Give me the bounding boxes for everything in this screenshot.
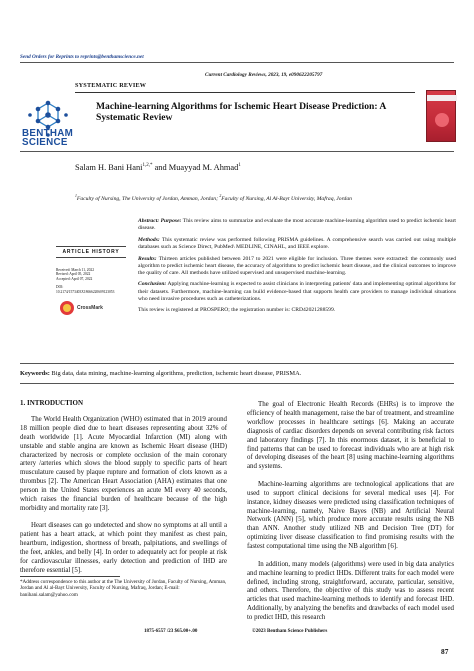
paragraph: Heart diseases can go undetected and show no symptoms at all until a patient has a heart attack, at which point they manifest as chest pain, heartburn, indigestion, shortness of breath, palpitations, and swellings of the feet, ankles, and belly [4]. In order to adequately act for people at risk for cardiovascular illnesses, early detection and prediction of IHD are therefore essential [5]. bbox=[20, 522, 227, 574]
keywords bbox=[20, 370, 454, 377]
abstract bbox=[138, 218, 456, 319]
journal-citation: Current Cardiology Reviews, 2023, 19, e090622205797 bbox=[205, 72, 323, 78]
article-history bbox=[56, 246, 126, 294]
revised-date: Revised: April 05, 2022 bbox=[56, 272, 91, 277]
paragraph: The goal of Electronic Health Records (EHRs) is to improve the efficiency of health management, raise the bar of treatment, and streamline workflow processes in healthcare settings [6]. Making an accurate diagnosis of cardiac disorders depends on several contributing risk factors and laboratory findings [7]. In this enormous dataset, it is beneficial to find patterns that can be used to forecast individuals who are at high risk of developing diseases of the heart [8] using machine-learning algorithms and systems. bbox=[247, 401, 454, 471]
affiliations: $^1$Faculty of Nursing, The University of Jordan, Amman, Jordan; $^2$Faculty of Nursing, Al Al-Bayt University, Mafraq, Jordan bbox=[75, 194, 352, 202]
paragraph: Machine-learning algorithms are technological applications that are used to support clinical decisions for several medical uses [4]. For instance, kidney diseases were predicted using classification techniques of machine-learning, namely, Naive Bayes (NB) and Artificial Neural Network (ANN) [5], which produce more accurate results using the NB than ANN. Another study utilized NB and Decision Tree (DT) for optimizing liver disease classification to find promising results with the fastest computational time using the NB algorithm [6]. bbox=[247, 480, 454, 551]
correspondence-footnote: *Address correspondence to this author at the The University of Jordan, Faculty of Nursing, Amman, Jordan and Al al-Bayt University, Faculty of Nursing, Mafraq, Jordan; E-mail: banihani.salam@yahoo.com bbox=[20, 579, 227, 598]
accepted-date: Accepted: April 07, 2022 bbox=[56, 276, 93, 281]
issn-price-code: 1875-6557 /23 $65.00+.00 bbox=[144, 629, 198, 634]
heart-icon bbox=[435, 113, 449, 127]
methods-label: Methods: bbox=[138, 236, 160, 243]
copyright-line: ©2023 Bentham Science Publishers bbox=[252, 629, 328, 634]
results-text: Thirteen articles published between 2017 to 2021 were eligible for inclusion. Three themes were extracted: the commonly used algorithm to predict ischemic heart disease, the accuracy of algorithms to predict ischemic heart disease, and the clinical outcomes to improve the quality of care. All methods have utilized supervised and unsupervised machine-learning. bbox=[138, 255, 456, 276]
reprints-line: Send Orders for Reprints to reprints@benthamscience.net bbox=[20, 54, 144, 60]
article-title: Machine-learning Algorithms for Ischemic Heart Disease Prediction: A Systematic Review bbox=[96, 101, 386, 123]
keywords-text: Big data, data mining, machine-learning algorithms, prediction, ischemic heart disease, PRISMA. bbox=[49, 370, 302, 377]
prospero-registration: This review is registered at PROSPERO; the registration number is: CRD42021288599. bbox=[138, 307, 336, 314]
footnote-rule bbox=[20, 576, 120, 577]
received-date: Received: March 11, 2022 bbox=[56, 267, 94, 272]
body-column-left bbox=[20, 399, 227, 585]
conclusion-text: Applying machine-learning is expected to assist clinicians in interpreting patients' data and implementing optimal algorithms for their datasets. Furthermore, machine-learning can build evidence-based that supports health care providers to manage individual situations who need invasive procedures such as catheterizations. bbox=[138, 281, 456, 302]
keywords-label: Keywords: bbox=[20, 370, 50, 377]
keywords-top-rule bbox=[20, 363, 454, 364]
page-number: 87 bbox=[441, 647, 449, 656]
methods-text: This systematic review was performed following PRISMA guidelines. A comprehensive search was carried out using multiple databases such as Science Direct, PubMed\ MEDLINE, CINAHL, and IEEE explore. bbox=[138, 236, 456, 250]
results-label: Results: bbox=[138, 255, 157, 262]
doi-value[interactable]: 10.2174/1573403X18666220609123053 bbox=[56, 289, 115, 294]
author-2-affil: 1 bbox=[238, 163, 241, 169]
title-rule bbox=[75, 92, 415, 93]
article-history-heading: ARTICLE HISTORY bbox=[62, 248, 120, 255]
author-1: Salam H. Bani Hani bbox=[75, 163, 143, 172]
body-column-right bbox=[247, 401, 454, 632]
doi-label: DOI: bbox=[56, 285, 64, 290]
author-join: and Muayyad M. Ahmad bbox=[152, 163, 239, 172]
paragraph: In addition, many models (algorithms) were used in big data analytics and machine learning to predict IHDs. Different traits for each model were defined, including strong, straightforward, accurate, particular, sensitive, and others. Therefore, the objective of this study was to assess recent articles that used machine-learning methods to identify and forecast IHD. Additionally, by analyzing the benefits and drawbacks of each model used to predict IHD, this research bbox=[247, 560, 454, 622]
author-1-affil: 1,2,* bbox=[142, 163, 153, 169]
paragraph: The World Health Organization (WHO) estimated that in 2019 around 18 million people died due to heart diseases representing about 32% of death worldwide [1]. Acute Myocardial Infarction (MI) along with unstable and stable angina are known as Ischemic Heart disease (IHD) characterized by necrosis or complete occlusion of the main coronary artery /arteries which slows the blood supply to specific parts of heart musculature caused by plaque rupture and formation of clots known as a thrombus [2]. The American Heart Association (AHA) estimates that one person in the United States experiences an acute MI every 40 seconds, which raises the financial burden of healthcare because of the high morbidity and mortality rate [3]. bbox=[20, 415, 227, 512]
crossmark-label: CrossMark bbox=[77, 305, 103, 311]
purpose-text: This review aims to summarize and evaluate the most accurate machine-learning algorithm used to predict ischemic heart disease. bbox=[138, 218, 456, 232]
section-heading-introduction: 1. INTRODUCTION bbox=[20, 399, 84, 407]
header-bottom-rule bbox=[20, 151, 454, 152]
purpose-label: Abstract: Purpose: bbox=[138, 218, 182, 224]
conclusion-label: Conclusion: bbox=[138, 281, 167, 288]
logo-wordmark: BENTHAM SCIENCE bbox=[22, 128, 74, 148]
journal-cover-thumbnail bbox=[426, 90, 456, 142]
top-rule bbox=[20, 62, 454, 63]
keywords-bottom-rule bbox=[20, 383, 454, 384]
crossmark-badge[interactable] bbox=[60, 301, 120, 317]
section-type: SYSTEMATIC REVIEW bbox=[75, 82, 147, 89]
author-line bbox=[75, 163, 241, 172]
